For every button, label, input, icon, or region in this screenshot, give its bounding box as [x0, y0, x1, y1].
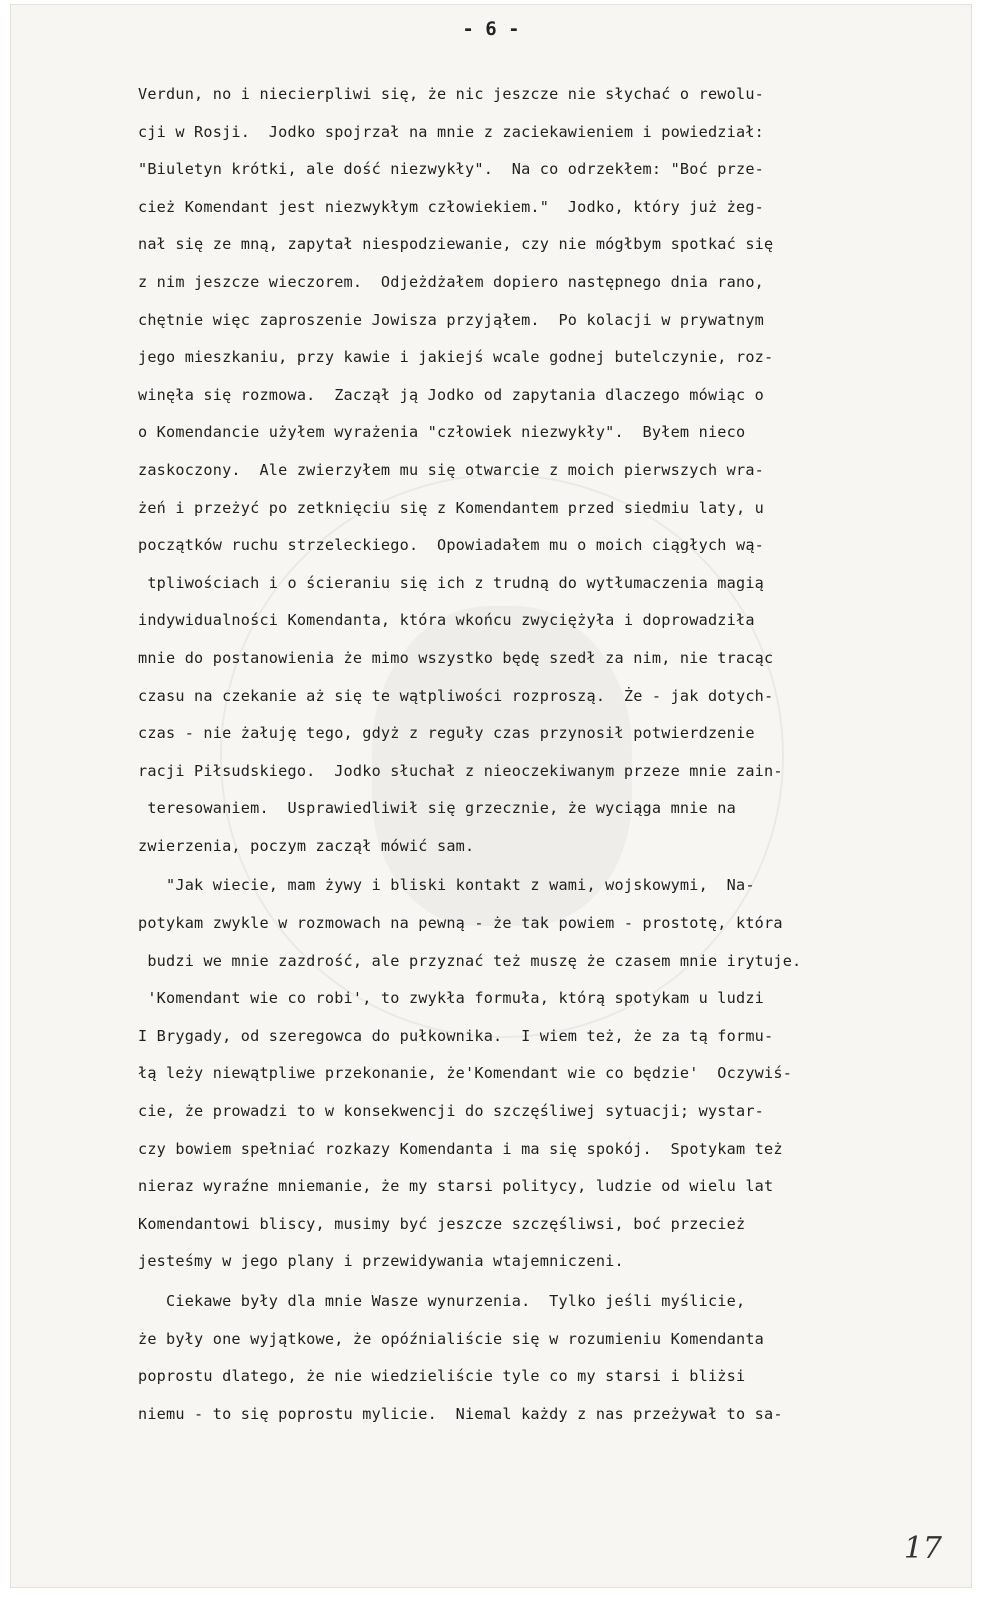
text-line: 'Komendant wie co robi', to zwykła formuła, którą spotykam u ludzi	[138, 989, 765, 1008]
text-line: poprostu dlatego, że nie wiedzieliście tyle co my starsi i bliżsi	[138, 1367, 746, 1386]
text-line: Ciekawe były dla mnie Wasze wynurzenia. Tylko jeśli myślicie,	[138, 1292, 746, 1310]
text-line: cji w Rosji. Jodko spojrzał na mnie z zaciekawieniem i powiedział:	[138, 122, 765, 141]
text-line: cie, że prowadzi to w konsekwencji do szczęśliwej sytuacji; wystar-	[138, 1102, 765, 1121]
text-line: jesteśmy w jego plany i przewidywania wtajemniczeni.	[138, 1252, 624, 1271]
page-number: - 6 -	[462, 18, 520, 40]
text-line: jego mieszkaniu, przy kawie i jakiejś wcale godnej butelczynie, roz-	[138, 348, 774, 367]
text-line: z nim jeszcze wieczorem. Odjeżdżałem dopiero następnego dnia rano,	[138, 272, 765, 291]
text-line: cież Komendant jest niezwykłym człowiekiem." Jodko, który już żeg-	[138, 197, 765, 216]
text-line: winęła się rozmowa. Zaczął ją Jodko od zapytania dlaczego mówiąc o	[138, 385, 765, 404]
text-line: łą leży niewątpliwe przekonanie, że'Komendant wie co będzie' Oczywiś-	[138, 1064, 793, 1083]
text-line: tpliwościach i o ścieraniu się ich z trudną do wytłumaczenia magią	[138, 573, 765, 592]
text-line: Komendantowi bliscy, musimy być jeszcze szczęśliwsi, boć przecież	[138, 1214, 746, 1233]
text-line: czasu na czekanie aż się te wątpliwości rozproszą. Że - jak dotych-	[138, 686, 774, 705]
text-line: chętnie więc zaproszenie Jowisza przyjąłem. Po kolacji w prywatnym	[138, 310, 765, 329]
text-line: budzi we mnie zazdrość, ale przyznać też muszę że czasem mnie irytuje.	[138, 951, 802, 970]
text-line: Verdun, no i niecierpliwi się, że nic jeszcze nie słychać o rewolu-	[138, 85, 765, 103]
text-line: potykam zwykle w rozmowach na pewną - że tak powiem - prostotę, która	[138, 914, 783, 933]
text-line: początków ruchu strzeleckiego. Opowiadałem mu o moich ciągłych wą-	[138, 536, 765, 555]
text-line: racji Piłsudskiego. Jodko słuchał z nieoczekiwanym przeze mnie zain-	[138, 761, 783, 780]
text-line: indywidualności Komendanta, która wkońcu zwyciężyła i doprowadziła	[138, 611, 755, 630]
document-page	[10, 4, 972, 1588]
handwritten-page-number: 17	[903, 1531, 942, 1566]
text-line: że były one wyjątkowe, że opóźnialiście się w rozumieniu Komendanta	[138, 1329, 765, 1348]
text-line: czas - nie żałuję tego, gdyż z reguły czas przynosił potwierdzenie	[138, 724, 755, 743]
typewritten-body	[138, 76, 968, 1433]
text-line: mnie do postanowienia że mimo wszystko będę szedł za nim, nie tracąc	[138, 648, 774, 667]
text-line: żeń i przeżyć po zetknięciu się z Komendantem przed siedmiu laty, u	[138, 498, 765, 517]
text-line: nał się ze mną, zapytał niespodziewanie, czy nie mógłbym spotkać się	[138, 235, 774, 254]
text-line: "Jak wiecie, mam żywy i bliski kontakt z wami, wojskowymi, Na-	[138, 876, 755, 895]
text-line: I Brygady, od szeregowca do pułkownika. I wiem też, że za tą formu-	[138, 1026, 774, 1045]
text-line: "Biuletyn krótki, ale dość niezwykły". Na co odrzekłem: "Boć prze-	[138, 160, 765, 179]
text-line: niemu - to się poprostu mylicie. Niemal każdy z nas przeżywał to sa-	[138, 1404, 783, 1423]
text-line: teresowaniem. Usprawiedliwił się grzecznie, że wyciąga mnie na	[138, 799, 736, 818]
text-line: zaskoczony. Ale zwierzyłem mu się otwarcie z moich pierwszych wra-	[138, 460, 765, 479]
text-line: czy bowiem spełniać rozkazy Komendanta i ma się spokój. Spotykam też	[138, 1139, 783, 1158]
text-line: o Komendancie użyłem wyrażenia "człowiek niezwykły". Byłem nieco	[138, 423, 746, 442]
text-line: zwierzenia, poczym zaczął mówić sam.	[138, 836, 475, 855]
text-line: nieraz wyraźne mniemanie, że my starsi politycy, ludzie od wielu lat	[138, 1177, 774, 1196]
